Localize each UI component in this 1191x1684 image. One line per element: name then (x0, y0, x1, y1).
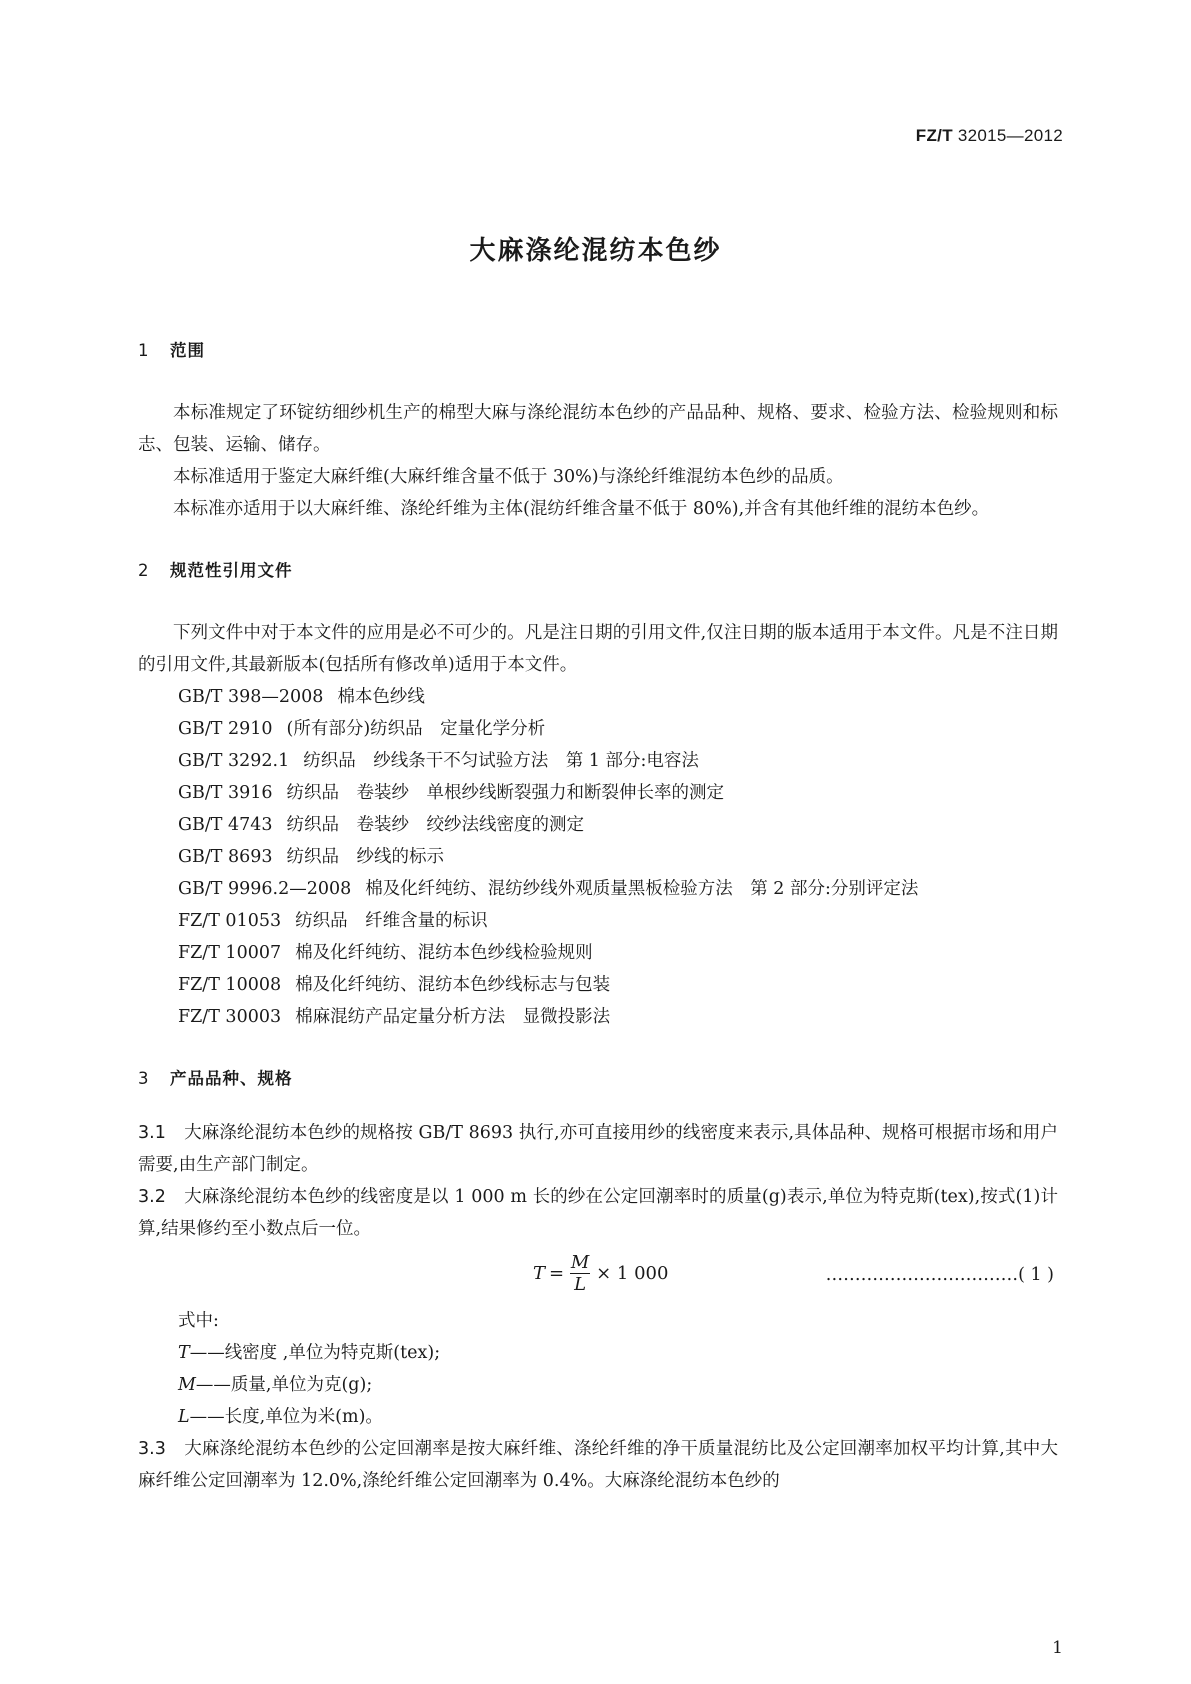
section-heading-scope (138, 335, 1058, 367)
section-heading-product-varieties (138, 1063, 1058, 1095)
reference-item (138, 809, 1058, 841)
variable-desc: ——质量,单位为克(g); (195, 1375, 373, 1395)
reference-title: 棉及化纤纯纺、混纺本色纱线标志与包装 (295, 975, 611, 995)
reference-code: GB/T 4743 (178, 815, 273, 835)
where-label: 式中: (178, 1311, 219, 1331)
fraction-denominator: L (574, 1273, 587, 1295)
document-title: 大麻涤纶混纺本色纱 (469, 236, 722, 266)
reference-title: 纺织品 纱线条干不匀试验方法 第 1 部分:电容法 (303, 751, 699, 771)
reference-item (138, 969, 1058, 1001)
reference-title: 棉及化纤纯纺、混纺纱线外观质量黑板检验方法 第 2 部分:分别评定法 (365, 879, 919, 899)
reference-title: 棉及化纤纯纺、混纺本色纱线检验规则 (295, 943, 593, 963)
standard-prefix: FZ/T (915, 126, 953, 145)
reference-item (138, 745, 1058, 777)
reference-code: GB/T 9996.2—2008 (178, 879, 352, 899)
formula-leader: …………………………… (825, 1265, 1019, 1285)
reference-title: 纺织品 卷装纱 绞纱法线密度的测定 (286, 815, 585, 835)
clause-3-1 (138, 1117, 1058, 1181)
formula-rhs: × 1 000 (596, 1263, 669, 1284)
paragraph: 本标准规定了环锭纺细纱机生产的棉型大麻与涤纶混纺本色纱的产品品种、规格、要求、检验方法、检验规则和标志、包装、运输、储存。 (138, 403, 1058, 455)
clause-text: 大麻涤纶混纺本色纱的线密度是以 1 000 m 长的纱在公定回潮率时的质量(g)表示,单位为特克斯(tex),按式(1)计算,结果修约至小数点后一位。 (138, 1187, 1058, 1239)
document-body (138, 335, 1058, 1497)
variable-desc: ——线密度 ,单位为特克斯(tex); (189, 1343, 441, 1363)
clause-number: 3.3 (138, 1439, 166, 1459)
reference-item (138, 937, 1058, 969)
formula-fraction (570, 1253, 590, 1296)
section-title: 规范性引用文件 (170, 561, 293, 580)
clause-text: 大麻涤纶混纺本色纱的规格按 GB/T 8693 执行,亦可直接用纱的线密度来表示,具体品种、规格可根据市场和用户需要,由生产部门制定。 (138, 1123, 1058, 1175)
paragraph: 下列文件中对于本文件的应用是必不可少的。凡是注日期的引用文件,仅注日期的版本适用于本文件。凡是不注日期的引用文件,其最新版本(包括所有修改单)适用于本文件。 (138, 623, 1058, 675)
reference-item (138, 841, 1058, 873)
section-number: 1 (138, 341, 150, 360)
formula-label-row (826, 1259, 1054, 1291)
reference-code: GB/T 3916 (178, 783, 273, 803)
formula-equals: = (549, 1263, 565, 1284)
section-heading-normative-references (138, 555, 1058, 587)
fraction-numerator: M (570, 1251, 590, 1273)
reference-item (138, 681, 1058, 713)
reference-item (138, 873, 1058, 905)
reference-title: 棉本色纱线 (337, 687, 425, 707)
section-title: 范围 (170, 341, 205, 360)
reference-title: 棉麻混纺产品定量分析方法 显微投影法 (295, 1007, 611, 1027)
reference-code: FZ/T 10007 (178, 943, 282, 963)
formula-lhs: T (533, 1263, 546, 1284)
reference-code: GB/T 3292.1 (178, 751, 290, 771)
variable-definition (138, 1369, 1058, 1401)
clause-3-2 (138, 1181, 1058, 1245)
clause-text: 大麻涤纶混纺本色纱的公定回潮率是按大麻纤维、涤纶纤维的净干质量混纺比及公定回潮率加权平均计算,其中大麻纤维公定回潮率为 12.0%,涤纶纤维公定回潮率为 0.4%。大麻涤纶混纺本色纱的 (138, 1439, 1058, 1491)
variable-definition (138, 1401, 1058, 1433)
section-number: 3 (138, 1069, 150, 1088)
variable-symbol: T (178, 1343, 190, 1363)
formula-1 (138, 1249, 1058, 1299)
reference-code: FZ/T 30003 (178, 1007, 282, 1027)
section-number: 2 (138, 561, 150, 580)
reference-title: (所有部分)纺织品 定量化学分析 (286, 719, 546, 739)
reference-code: GB/T 398—2008 (178, 687, 324, 707)
paragraph: 本标准适用于鉴定大麻纤维(大麻纤维含量不低于 30%)与涤纶纤维混纺本色纱的品质。 (173, 467, 844, 487)
section-title: 产品品种、规格 (170, 1069, 293, 1088)
clause-3-3 (138, 1433, 1058, 1497)
reference-item (138, 713, 1058, 745)
reference-title: 纺织品 纤维含量的标识 (295, 911, 488, 931)
paragraph: 本标准亦适用于以大麻纤维、涤纶纤维为主体(混纺纤维含量不低于 80%),并含有其他纤维的混纺本色纱。 (173, 499, 990, 519)
standard-code: 32015—2012 (957, 126, 1063, 145)
reference-code: FZ/T 10008 (178, 975, 282, 995)
formula-expression (533, 1249, 668, 1299)
reference-code: GB/T 8693 (178, 847, 273, 867)
variable-desc: ——长度,单位为米(m)。 (189, 1407, 383, 1427)
formula-label: ( 1 ) (1018, 1265, 1054, 1285)
clause-number: 3.2 (138, 1187, 166, 1207)
clause-number: 3.1 (138, 1123, 166, 1143)
reference-title: 纺织品 纱线的标示 (286, 847, 445, 867)
standard-number (916, 126, 1063, 146)
reference-item (138, 905, 1058, 937)
reference-title: 纺织品 卷装纱 单根纱线断裂强力和断裂伸长率的测定 (286, 783, 725, 803)
variable-symbol: L (178, 1407, 190, 1427)
reference-code: GB/T 2910 (178, 719, 273, 739)
variable-symbol: M (178, 1375, 196, 1395)
page-number: 1 (1052, 1638, 1063, 1658)
variable-definition (138, 1337, 1058, 1369)
reference-code: FZ/T 01053 (178, 911, 282, 931)
reference-item (138, 777, 1058, 809)
reference-item (138, 1001, 1058, 1033)
